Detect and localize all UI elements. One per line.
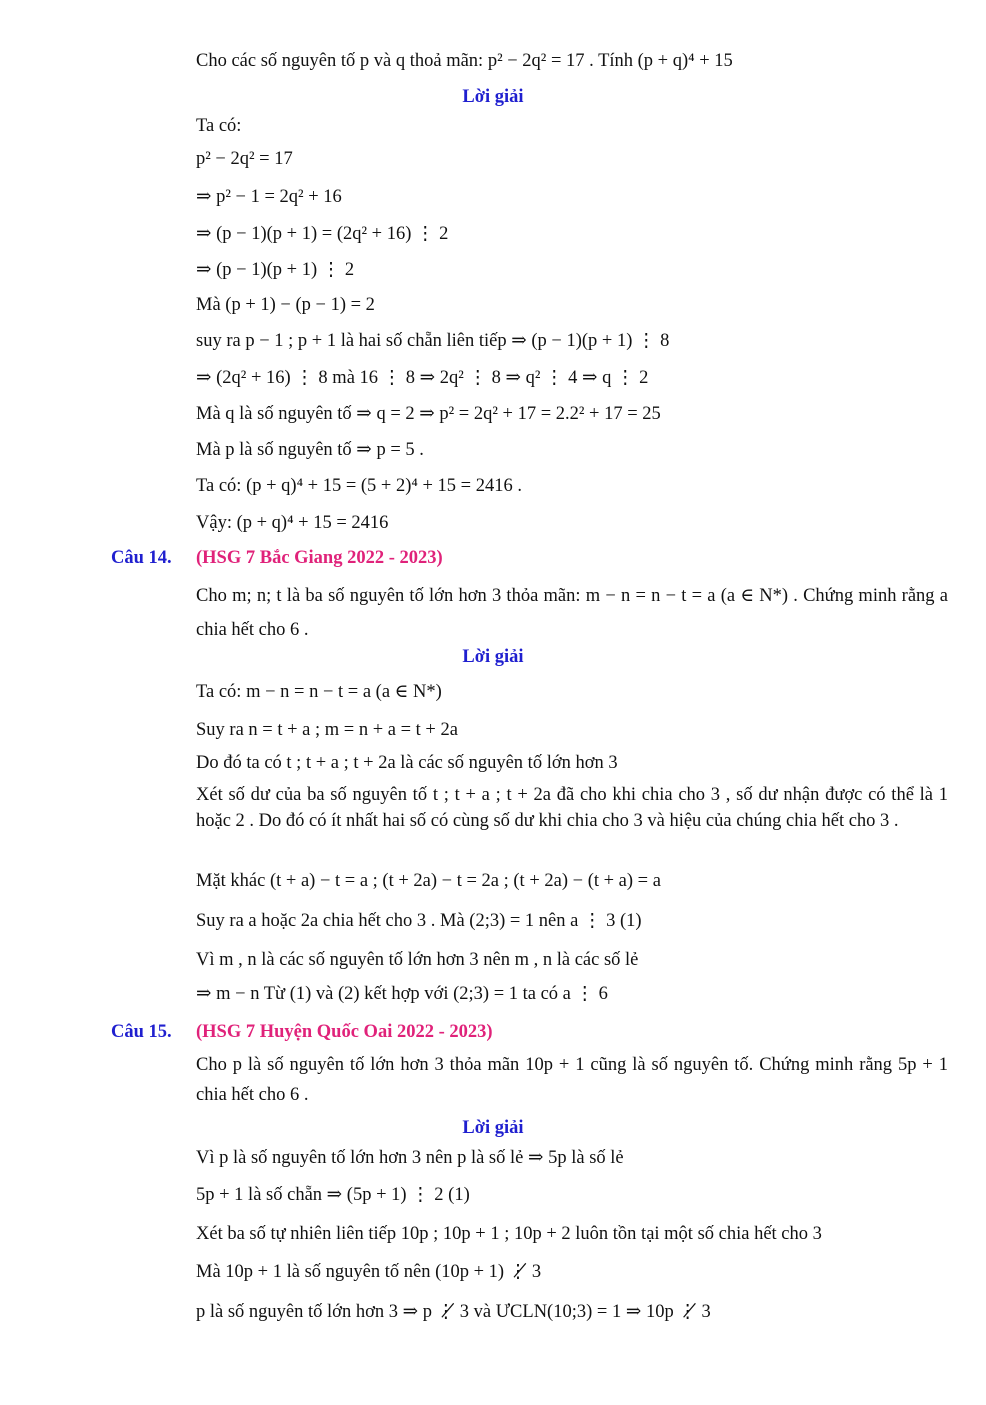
question-14-solution-line: ⇒ m − n Từ (1) và (2) kết hợp với (2;3) = 1 ta có a ⋮ 6 <box>196 984 608 1004</box>
question-14-solution-line: Suy ra n = t + a ; m = n + a = t + 2a <box>196 720 458 740</box>
intro-solution-line: p² − 2q² = 17 <box>196 149 293 169</box>
question-15-solution-heading: Lời giải <box>462 1118 524 1138</box>
intro-solution-line: suy ra p − 1 ; p + 1 là hai số chẵn liên tiếp ⇒ (p − 1)(p + 1) ⋮ 8 <box>196 331 670 351</box>
intro-solution-line: Vậy: (p + q)⁴ + 15 = 2416 <box>196 513 389 533</box>
question-15-problem: Cho p là số nguyên tố lớn hơn 3 thỏa mãn 10p + 1 cũng là số nguyên tố. Chứng minh rằng 5p + 1 chia hết cho 6 . <box>196 1055 948 1105</box>
question-15-source: (HSG 7 Huyện Quốc Oai 2022 - 2023) <box>196 1022 493 1042</box>
question-14-solution-line: Ta có: m − n = n − t = a (a ∈ N*) <box>196 682 442 702</box>
question-15-label: Câu 15. <box>111 1022 172 1042</box>
question-15-solution-line: Xét ba số tự nhiên liên tiếp 10p ; 10p + 1 ; 10p + 2 luôn tồn tại một số chia hết cho 3 <box>196 1224 822 1244</box>
question-15-solution-line: p là số nguyên tố lớn hơn 3 ⇒ p ⋮̸ 3 và ƯCLN(10;3) = 1 ⇒ 10p ⋮̸ 3 <box>196 1302 711 1322</box>
intro-solution-line: Mà q là số nguyên tố ⇒ q = 2 ⇒ p² = 2q² + 17 = 2.2² + 17 = 25 <box>196 404 661 424</box>
intro-solution-line: ⇒ (2q² + 16) ⋮ 8 mà 16 ⋮ 8 ⇒ 2q² ⋮ 8 ⇒ q² ⋮ 4 ⇒ q ⋮ 2 <box>196 368 649 388</box>
intro-problem-text: Cho các số nguyên tố p và q thoả mãn: p² − 2q² = 17 . Tính (p + q)⁴ + 15 <box>196 51 733 71</box>
intro-solution-line: Ta có: (p + q)⁴ + 15 = (5 + 2)⁴ + 15 = 2416 . <box>196 476 522 496</box>
intro-solution-line: Mà (p + 1) − (p − 1) = 2 <box>196 295 375 315</box>
question-14-solution-line: Vì m , n là các số nguyên tố lớn hơn 3 nên m , n là các số lẻ <box>196 950 639 970</box>
question-15-solution-line: Mà 10p + 1 là số nguyên tố nên (10p + 1) ⋮̸ 3 <box>196 1262 542 1282</box>
question-14-label: Câu 14. <box>111 548 172 568</box>
question-14-solution-line: Mặt khác (t + a) − t = a ; (t + 2a) − t = 2a ; (t + 2a) − (t + a) = a <box>196 871 661 891</box>
intro-solution-line: Mà p là số nguyên tố ⇒ p = 5 . <box>196 440 424 460</box>
intro-solution-line: Ta có: <box>196 116 242 136</box>
question-15-solution-line: 5p + 1 là số chẵn ⇒ (5p + 1) ⋮ 2 (1) <box>196 1185 470 1205</box>
question-14-problem: Cho m; n; t là ba số nguyên tố lớn hơn 3 thỏa mãn: m − n = n − t = a (a ∈ N*) . Chứng minh rằng a chia hết cho 6 . <box>196 586 948 640</box>
intro-solution-heading: Lời giải <box>462 87 524 107</box>
question-15-solution-line: Vì p là số nguyên tố lớn hơn 3 nên p là số lẻ ⇒ 5p là số lẻ <box>196 1148 624 1168</box>
intro-solution-line: ⇒ (p − 1)(p + 1) ⋮ 2 <box>196 260 355 280</box>
question-14-source: (HSG 7 Bắc Giang 2022 - 2023) <box>196 548 443 568</box>
question-14-solution-line: Xét số dư của ba số nguyên tố t ; t + a ; t + 2a đã cho khi chia cho 3 , số dư nhận được có thể là 1 hoặc 2 . Do đó có ít nhất hai số có cùng số dư khi chia cho 3 và hiệu của chúng chia hết cho 3 . <box>196 785 948 831</box>
question-14-solution-line: Suy ra a hoặc 2a chia hết cho 3 . Mà (2;3) = 1 nên a ⋮ 3 (1) <box>196 911 642 931</box>
question-14-solution-heading: Lời giải <box>462 647 524 667</box>
question-14-solution-line: Do đó ta có t ; t + a ; t + 2a là các số nguyên tố lớn hơn 3 <box>196 753 618 773</box>
intro-solution-line: ⇒ (p − 1)(p + 1) = (2q² + 16) ⋮ 2 <box>196 224 449 244</box>
intro-solution-line: ⇒ p² − 1 = 2q² + 16 <box>196 187 342 207</box>
